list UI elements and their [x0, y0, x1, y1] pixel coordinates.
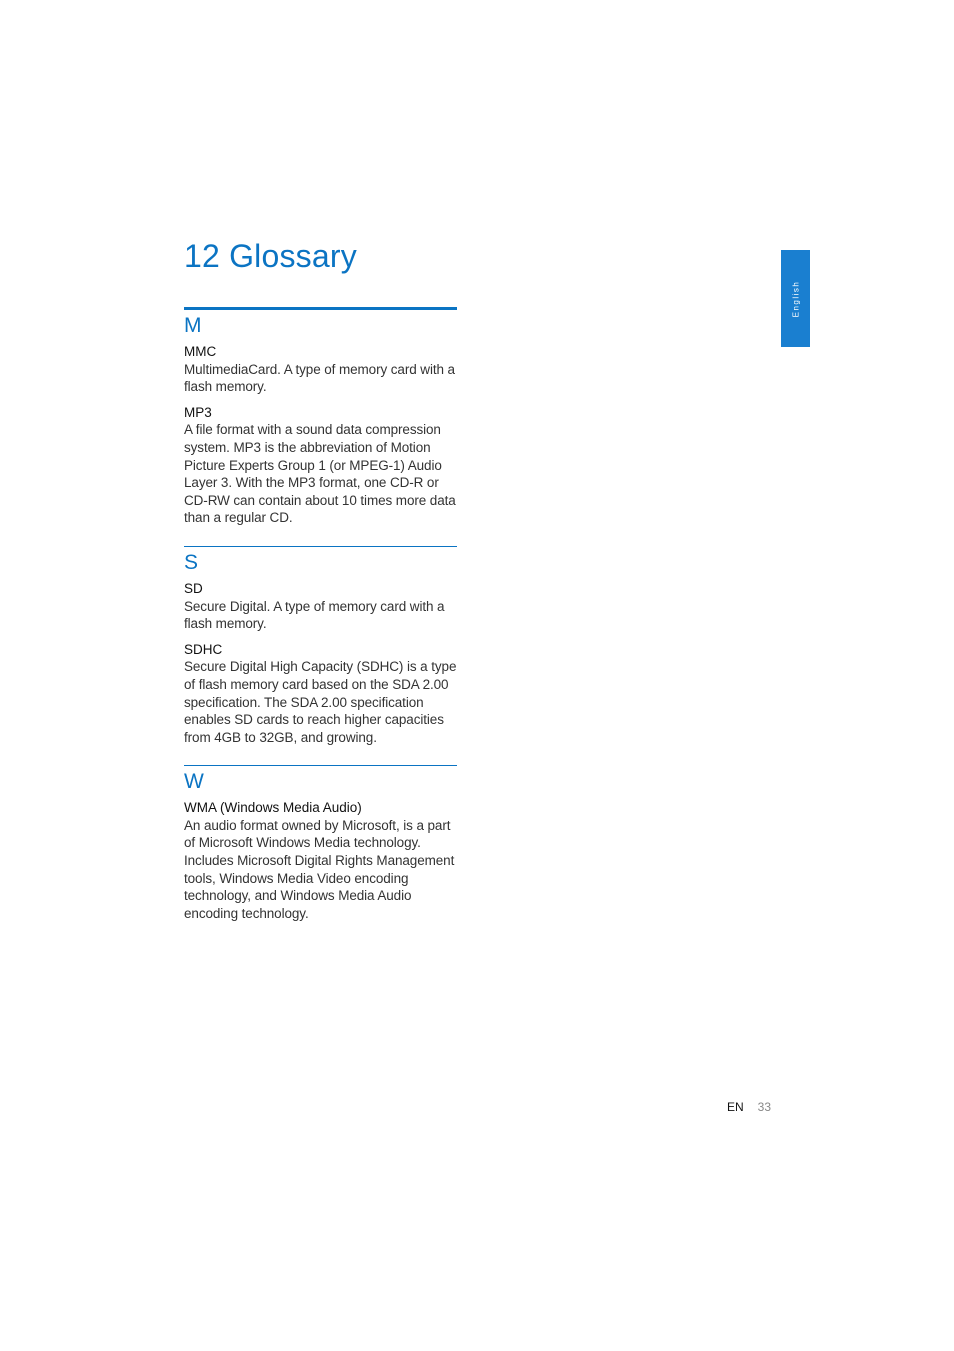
page-footer	[727, 1100, 771, 1114]
glossary-term-sdhc: SDHC	[184, 641, 223, 657]
glossary-content	[184, 307, 457, 930]
language-tab-label: English	[791, 280, 800, 317]
glossary-definition-mp3: A file format with a sound data compression system. MP3 is the abbreviation of Motion Picture Experts Group 1 (or MPEG-1) Audio Layer 3. With the MP3 format, one CD-R or CD-RW can contain about 10 times more data than a regular CD.	[184, 422, 456, 526]
glossary-definition-sdhc: Secure Digital High Capacity (SDHC) is a type of flash memory card based on the SDA 2.00 specification. The SDA 2.00 specification enables SD cards to reach higher capacities from 4GB to 32GB, and growing.	[184, 659, 457, 745]
glossary-definition-mmc: MultimediaCard. A type of memory card with a flash memory.	[184, 361, 455, 395]
footer-language-code: EN	[727, 1100, 744, 1114]
page-title: 12 Glossary	[184, 238, 357, 274]
glossary-term-mmc: MMC	[184, 344, 217, 359]
section-letter-m: M	[184, 314, 202, 337]
section-divider	[184, 307, 457, 310]
glossary-term-mp3: MP3	[184, 404, 212, 420]
section-letter-w: W	[184, 770, 204, 794]
page-number: 33	[757, 1100, 772, 1114]
glossary-definition-wma: An audio format owned by Microsoft, is a part of Microsoft Windows Media technology. Includes Microsoft Digital Rights Management tools, Windows Media Video encoding technology, and Windows Media Audio encoding technology.	[184, 817, 455, 921]
section-divider	[184, 546, 457, 547]
section-letter-s: S	[184, 550, 199, 574]
section-divider	[184, 765, 457, 766]
glossary-definition-sd: Secure Digital. A type of memory card with a flash memory.	[184, 598, 445, 632]
glossary-term-wma: WMA (Windows Media Audio)	[184, 800, 362, 816]
language-tab	[781, 250, 810, 347]
glossary-term-sd: SD	[184, 580, 203, 596]
